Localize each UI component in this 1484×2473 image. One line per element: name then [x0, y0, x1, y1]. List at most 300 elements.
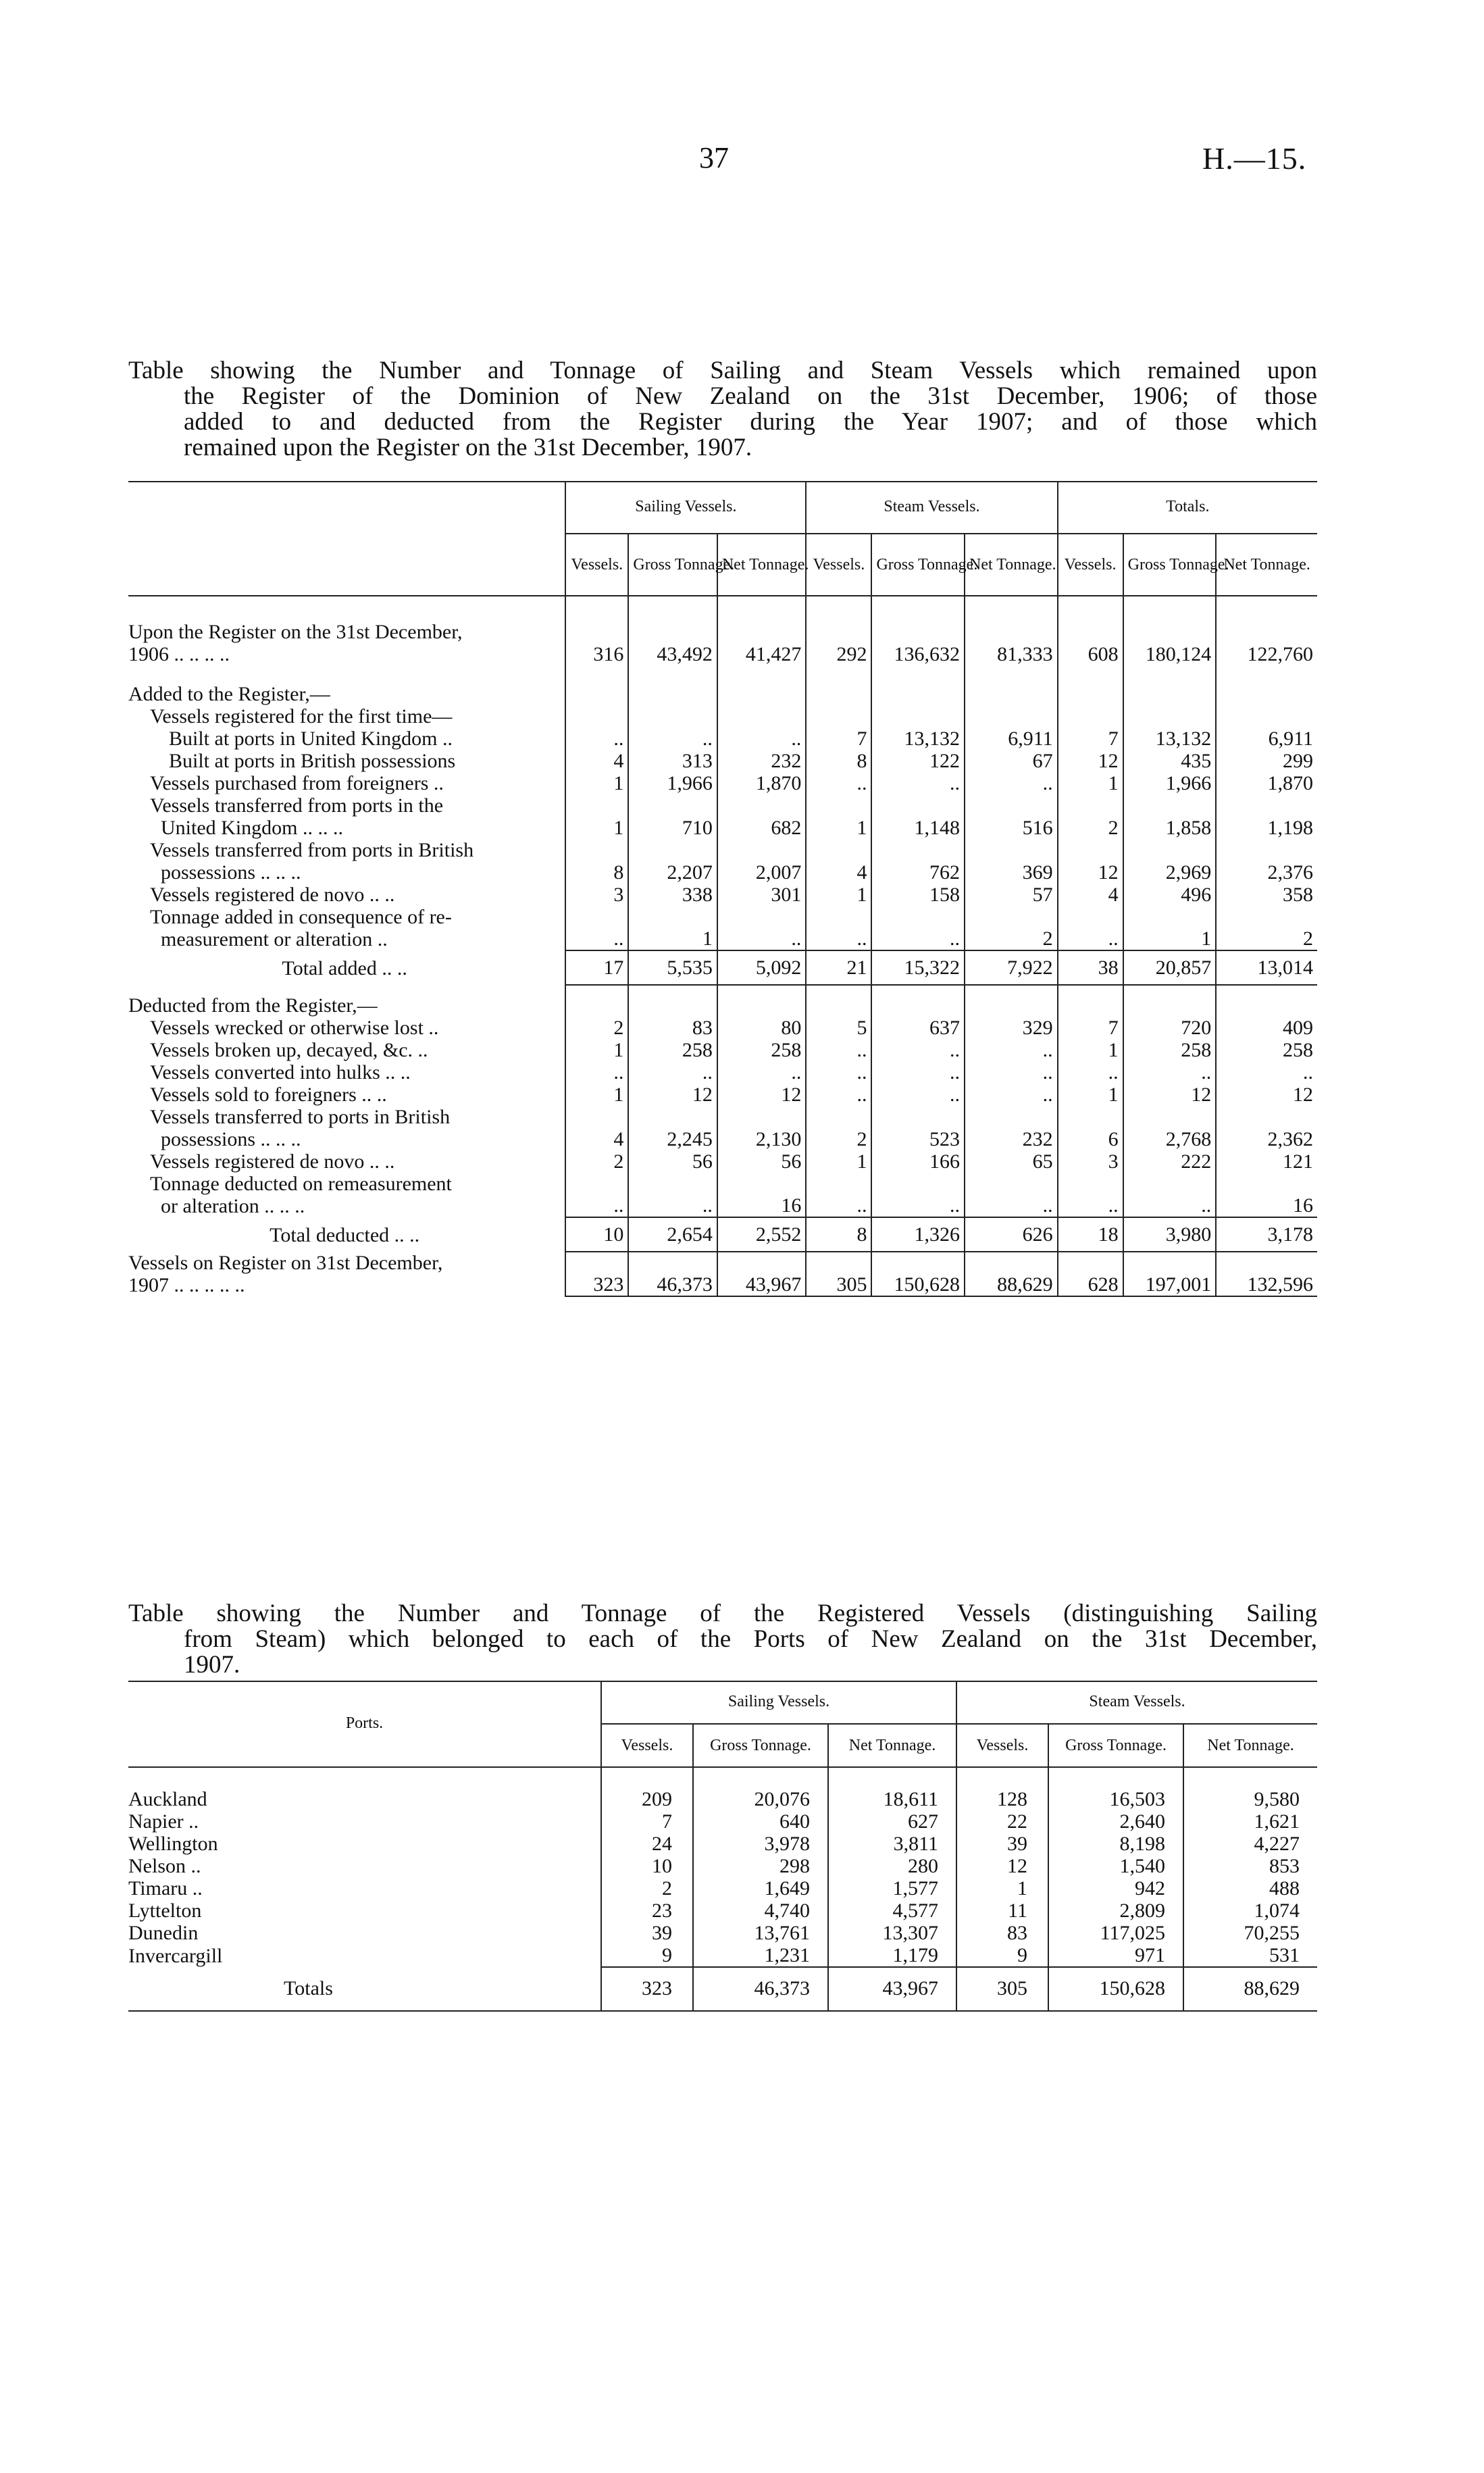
cell-value: 1,649 — [693, 1877, 828, 1900]
totals-value: 323 — [601, 1967, 693, 2011]
cell-value: 2,809 — [1048, 1900, 1183, 1922]
cell-value: .. — [1058, 1173, 1123, 1217]
cell-value: 7 — [1058, 1017, 1123, 1039]
totals-value: 305 — [956, 1967, 1048, 2011]
cell-value: 853 — [1183, 1855, 1317, 1877]
ports-header: Ports. — [128, 1681, 601, 1767]
row-label-line: United Kingdom .. .. .. — [161, 817, 343, 839]
cell-value — [717, 705, 807, 728]
cell-value: 3 — [1058, 1150, 1123, 1173]
cell-value: 56 — [628, 1150, 717, 1173]
cell-value — [1123, 665, 1217, 705]
cell-value: 8 — [806, 750, 871, 772]
port-label: Auckland — [128, 1788, 207, 1810]
cell-value: 13,761 — [693, 1922, 828, 1944]
cell-value: 4 — [806, 839, 871, 884]
cell-value — [871, 985, 965, 1017]
cell-value: 22 — [956, 1810, 1048, 1833]
cell-value: 17 — [565, 950, 628, 985]
group-header: Steam Vessels. — [806, 481, 1057, 534]
caption-line: the Register of the Dominion of New Zealand on the 31st December, 1906; of those — [184, 382, 1317, 410]
cell-value — [1123, 705, 1217, 728]
totals-value: 150,628 — [1048, 1967, 1183, 2011]
cell-value: 1,621 — [1183, 1810, 1317, 1833]
cell-value: 10 — [565, 1217, 628, 1252]
cell-value: 41,427 — [717, 596, 807, 665]
cell-value: 10 — [601, 1855, 693, 1877]
table-row — [128, 884, 1317, 906]
table-row — [128, 1810, 1317, 1833]
cell-value: .. — [871, 1061, 965, 1083]
port-name — [128, 1833, 601, 1855]
group-header: Steam Vessels. — [956, 1681, 1317, 1724]
cell-value: 488 — [1183, 1877, 1317, 1900]
cell-value: 13,014 — [1216, 950, 1317, 985]
cell-value: 8 — [806, 1217, 871, 1252]
row-label-line: Vessels converted into hulks .. .. — [150, 1061, 411, 1083]
cell-value: 1 — [1123, 906, 1217, 950]
cell-value: 38 — [1058, 950, 1123, 985]
cell-value: 3,980 — [1123, 1217, 1217, 1252]
port-name — [128, 1855, 601, 1877]
cell-value — [806, 665, 871, 705]
row-label-line: Tonnage added in consequence of re- — [150, 906, 452, 928]
row-label-line: Vessels transferred to ports in British — [150, 1106, 451, 1128]
cell-value — [717, 665, 807, 705]
row-label — [128, 906, 565, 950]
cell-value: 209 — [601, 1767, 693, 1810]
cell-value: 12 — [1058, 750, 1123, 772]
table-row — [128, 772, 1317, 794]
cell-value: 23 — [601, 1900, 693, 1922]
table-row — [128, 1061, 1317, 1083]
cell-value: 128 — [956, 1767, 1048, 1810]
cell-value: 299 — [1216, 750, 1317, 772]
row-label — [128, 794, 565, 839]
cell-value: .. — [717, 906, 807, 950]
cell-value: 9 — [956, 1944, 1048, 1967]
cell-value: .. — [871, 1039, 965, 1061]
cell-value: 12 — [717, 1083, 807, 1106]
section-row — [128, 665, 1317, 705]
cell-value: 2 — [1216, 906, 1317, 950]
cell-value: 4 — [565, 750, 628, 772]
cell-value: 232 — [717, 750, 807, 772]
cell-value: 640 — [693, 1810, 828, 1833]
cell-value: .. — [565, 906, 628, 950]
caption-line: remained upon the Register on the 31st December, 1907. — [184, 434, 752, 461]
cell-value — [1216, 705, 1317, 728]
row-label-line: 1906 .. .. .. .. — [128, 643, 230, 665]
row-label — [128, 950, 565, 985]
table-row — [128, 1855, 1317, 1877]
port-name — [128, 1922, 601, 1944]
cell-value: 11 — [956, 1900, 1048, 1922]
cell-value: 1,231 — [693, 1944, 828, 1967]
cell-value: 1 — [565, 1083, 628, 1106]
row-label — [128, 1039, 565, 1061]
cell-value: 43,492 — [628, 596, 717, 665]
cell-value — [965, 665, 1058, 705]
row-label — [128, 665, 565, 705]
cell-value: 942 — [1048, 1877, 1183, 1900]
cell-value — [871, 665, 965, 705]
cell-value — [806, 705, 871, 728]
row-label — [128, 750, 565, 772]
group-header: Sailing Vessels. — [601, 1681, 956, 1724]
cell-value: 13,132 — [871, 728, 965, 750]
cell-value: 13,307 — [828, 1922, 956, 1944]
section-row — [128, 985, 1317, 1017]
cell-value: .. — [565, 728, 628, 750]
row-label-line: Vessels registered de novo .. .. — [150, 1150, 395, 1173]
cell-value: 1,148 — [871, 794, 965, 839]
cell-value — [1123, 985, 1217, 1017]
group-header: Sailing Vessels. — [565, 481, 806, 534]
cell-value: 2 — [565, 1017, 628, 1039]
cell-value: .. — [965, 1173, 1058, 1217]
cell-value: 316 — [565, 596, 628, 665]
port-name — [128, 1810, 601, 1833]
cell-value: 1 — [628, 906, 717, 950]
row-label — [128, 772, 565, 794]
row-label-line: 1907 .. .. .. .. .. — [128, 1274, 245, 1296]
row-label — [128, 1150, 565, 1173]
totals-value: 43,967 — [828, 1967, 956, 2011]
cell-value: 523 — [871, 1106, 965, 1150]
table2 — [128, 1681, 1317, 2012]
row-label — [128, 1017, 565, 1039]
cell-value: 258 — [1123, 1039, 1217, 1061]
cell-value: 9 — [601, 1944, 693, 1967]
cell-value: 9,580 — [1183, 1767, 1317, 1810]
cell-value: 6,911 — [1216, 728, 1317, 750]
cell-value: 1,074 — [1183, 1900, 1317, 1922]
caption-line: added to and deducted from the Register during the Year 1907; and of those which — [184, 408, 1317, 436]
cell-value: 1 — [1058, 772, 1123, 794]
cell-value: 56 — [717, 1150, 807, 1173]
cell-value: .. — [806, 1173, 871, 1217]
row-label-line: Vessels transferred from ports in British — [150, 839, 474, 861]
row-label — [128, 985, 565, 1017]
cell-value: 298 — [693, 1855, 828, 1877]
table-row — [128, 1877, 1317, 1900]
cell-value: 369 — [965, 839, 1058, 884]
cell-value: 117,025 — [1048, 1922, 1183, 1944]
cell-value: 18,611 — [828, 1767, 956, 1810]
row-label-line: Total added .. .. — [282, 957, 407, 979]
cell-value: 67 — [965, 750, 1058, 772]
row-label-line: Vessels registered for the first time— — [150, 705, 453, 728]
header-blank — [128, 481, 565, 596]
cell-value: 2,130 — [717, 1106, 807, 1150]
cell-value: 313 — [628, 750, 717, 772]
port-label: Invercargill — [128, 1945, 223, 1967]
cell-value: .. — [1123, 1061, 1217, 1083]
caption-line: 1907. — [184, 1651, 240, 1679]
cell-value: 39 — [956, 1833, 1048, 1855]
cell-value: 12 — [1058, 839, 1123, 884]
table-row — [128, 750, 1317, 772]
cell-value: 7 — [601, 1810, 693, 1833]
header-group-row — [128, 481, 1317, 534]
row-label-line: Vessels sold to foreigners .. .. — [150, 1083, 387, 1106]
table-row — [128, 1173, 1317, 1217]
table-row — [128, 1039, 1317, 1061]
cell-value: 2 — [1058, 794, 1123, 839]
row-label — [128, 1083, 565, 1106]
cell-value: 4 — [1058, 884, 1123, 906]
table-row — [128, 794, 1317, 839]
cell-value: 720 — [1123, 1017, 1217, 1039]
cell-value: 57 — [965, 884, 1058, 906]
totals-value: 88,629 — [1183, 1967, 1317, 2011]
port-label: Napier .. — [128, 1810, 199, 1833]
cell-value: 2,207 — [628, 839, 717, 884]
cell-value: 2,969 — [1123, 839, 1217, 884]
cell-value: 121 — [1216, 1150, 1317, 1173]
cell-value: 150,628 — [871, 1252, 965, 1296]
column-header: Vessels. — [565, 534, 628, 596]
row-label-line: Vessels transferred from ports in the — [150, 794, 444, 817]
cell-value: 197,001 — [1123, 1252, 1217, 1296]
column-header: Gross Tonnage. — [693, 1724, 828, 1767]
cell-value — [565, 705, 628, 728]
cell-value: 15,322 — [871, 950, 965, 985]
cell-value: .. — [965, 1083, 1058, 1106]
table-row — [128, 728, 1317, 750]
table-row — [128, 596, 1317, 665]
cell-value: .. — [1123, 1173, 1217, 1217]
cell-value: 1,577 — [828, 1877, 956, 1900]
cell-value — [1058, 985, 1123, 1017]
row-label — [128, 705, 565, 728]
cell-value: .. — [871, 1083, 965, 1106]
port-name — [128, 1944, 601, 1967]
cell-value: 1,540 — [1048, 1855, 1183, 1877]
totals-value: 46,373 — [693, 1967, 828, 2011]
column-header: Net Tonnage. — [717, 534, 807, 596]
cell-value: 8 — [565, 839, 628, 884]
cell-value: 628 — [1058, 1252, 1123, 1296]
row-label — [128, 1106, 565, 1150]
cell-value: 608 — [1058, 596, 1123, 665]
cell-value: .. — [965, 1039, 1058, 1061]
cell-value: 4,740 — [693, 1900, 828, 1922]
table-row — [128, 1900, 1317, 1922]
cell-value — [717, 985, 807, 1017]
caption-line: Table showing the Number and Tonnage of the Registered Vessels (distinguishing Sailing — [128, 1600, 1317, 1627]
table-row — [128, 1083, 1317, 1106]
cell-value: 682 — [717, 794, 807, 839]
cell-value: 2 — [601, 1877, 693, 1900]
cell-value: .. — [806, 772, 871, 794]
cell-value: 222 — [1123, 1150, 1217, 1173]
column-header: Net Tonnage. — [965, 534, 1058, 596]
column-header: Net Tonnage. — [1216, 534, 1317, 596]
table-row — [128, 1106, 1317, 1150]
cell-value: 158 — [871, 884, 965, 906]
table2-caption — [128, 1601, 1317, 1678]
table-row — [128, 1017, 1317, 1039]
cell-value: 435 — [1123, 750, 1217, 772]
cell-value: 1 — [806, 794, 871, 839]
cell-value: 531 — [1183, 1944, 1317, 1967]
cell-value: 6,911 — [965, 728, 1058, 750]
cell-value: 39 — [601, 1922, 693, 1944]
cell-value: .. — [628, 1173, 717, 1217]
cell-value: 65 — [965, 1150, 1058, 1173]
cell-value: 21 — [806, 950, 871, 985]
cell-value — [1058, 665, 1123, 705]
cell-value: 1,870 — [1216, 772, 1317, 794]
cell-value: 280 — [828, 1855, 956, 1877]
cell-value: 1,870 — [717, 772, 807, 794]
row-label-line: Added to the Register,— — [128, 683, 330, 705]
cell-value: 2,362 — [1216, 1106, 1317, 1150]
cell-value: 3,811 — [828, 1833, 956, 1855]
row-label — [128, 1252, 565, 1296]
cell-value: 358 — [1216, 884, 1317, 906]
cell-value: 122 — [871, 750, 965, 772]
cell-value: 80 — [717, 1017, 807, 1039]
table1-caption — [128, 358, 1317, 461]
cell-value: 4,227 — [1183, 1833, 1317, 1855]
cell-value: .. — [1058, 906, 1123, 950]
row-label-line: Vessels wrecked or otherwise lost .. — [150, 1017, 439, 1039]
cell-value: 7 — [806, 728, 871, 750]
cell-value: 166 — [871, 1150, 965, 1173]
cell-value — [1216, 985, 1317, 1017]
cell-value: 5,535 — [628, 950, 717, 985]
row-label-line: possessions .. .. .. — [161, 1128, 301, 1150]
row-label — [128, 1217, 565, 1252]
cell-value: 43,967 — [717, 1252, 807, 1296]
caption-line: from Steam) which belonged to each of the Ports of New Zealand on the 31st December, — [184, 1625, 1317, 1653]
cell-value: 1 — [956, 1877, 1048, 1900]
cell-value: 258 — [1216, 1039, 1317, 1061]
cell-value: 2,245 — [628, 1106, 717, 1150]
cell-value: 132,596 — [1216, 1252, 1317, 1296]
cell-value: 7 — [1058, 728, 1123, 750]
cell-value — [965, 705, 1058, 728]
column-header: Vessels. — [1058, 534, 1123, 596]
cell-value: 329 — [965, 1017, 1058, 1039]
section-row — [128, 705, 1317, 728]
table-row — [128, 1944, 1317, 1967]
cell-value: 81,333 — [965, 596, 1058, 665]
row-label-line: Vessels broken up, decayed, &c. .. — [150, 1039, 428, 1061]
cell-value — [628, 985, 717, 1017]
cell-value: 8,198 — [1048, 1833, 1183, 1855]
cell-value: 1 — [565, 794, 628, 839]
cell-value: .. — [806, 1039, 871, 1061]
cell-value — [871, 705, 965, 728]
row-label-line: Deducted from the Register,— — [128, 994, 378, 1017]
group-header: Totals. — [1058, 481, 1317, 534]
row-label-line: Total deducted .. .. — [270, 1224, 420, 1246]
cell-value: .. — [628, 728, 717, 750]
table-row — [128, 1922, 1317, 1944]
cell-value: .. — [806, 1083, 871, 1106]
cell-value: 46,373 — [628, 1252, 717, 1296]
cell-value: 88,629 — [965, 1252, 1058, 1296]
cell-value: 12 — [956, 1855, 1048, 1877]
cell-value: 136,632 — [871, 596, 965, 665]
cell-value: 2,640 — [1048, 1810, 1183, 1833]
cell-value: 24 — [601, 1833, 693, 1855]
cell-value: 1,198 — [1216, 794, 1317, 839]
table1 — [128, 481, 1317, 1297]
cell-value: 305 — [806, 1252, 871, 1296]
cell-value: 3 — [565, 884, 628, 906]
cell-value: 637 — [871, 1017, 965, 1039]
cell-value: 232 — [965, 1106, 1058, 1150]
column-header: Gross Tonnage. — [1048, 1724, 1183, 1767]
port-name — [128, 1877, 601, 1900]
column-header: Net Tonnage. — [828, 1724, 956, 1767]
row-label — [128, 1061, 565, 1083]
cell-value: .. — [871, 1173, 965, 1217]
cell-value: .. — [1058, 1061, 1123, 1083]
cell-value: 1 — [806, 884, 871, 906]
cell-value: .. — [965, 772, 1058, 794]
port-name — [128, 1767, 601, 1810]
cell-value: 710 — [628, 794, 717, 839]
port-label: Timaru .. — [128, 1877, 203, 1900]
cell-value: 4 — [565, 1106, 628, 1150]
table-row — [128, 906, 1317, 950]
cell-value — [565, 985, 628, 1017]
table-row — [128, 1833, 1317, 1855]
cell-value: .. — [1216, 1061, 1317, 1083]
cell-value: .. — [628, 1061, 717, 1083]
port-label: Lyttelton — [128, 1900, 202, 1922]
port-label: Wellington — [128, 1833, 218, 1855]
row-label-line: Tonnage deducted on remeasurement — [150, 1173, 452, 1195]
table-row — [128, 1150, 1317, 1173]
cell-value: 4,577 — [828, 1900, 956, 1922]
column-header: Vessels. — [806, 534, 871, 596]
cell-value: 2,007 — [717, 839, 807, 884]
cell-value: 7,922 — [965, 950, 1058, 985]
cell-value: 2,654 — [628, 1217, 717, 1252]
cell-value: 626 — [965, 1217, 1058, 1252]
cell-value: 180,124 — [1123, 596, 1217, 665]
row-label-line: Built at ports in United Kingdom .. — [169, 728, 453, 750]
cell-value: 1 — [1058, 1039, 1123, 1061]
cell-value: 1,858 — [1123, 794, 1217, 839]
cell-value: 2,768 — [1123, 1106, 1217, 1150]
cell-value — [1058, 705, 1123, 728]
cell-value: 16,503 — [1048, 1767, 1183, 1810]
cell-value: 1,179 — [828, 1944, 956, 1967]
cell-value: 122,760 — [1216, 596, 1317, 665]
row-label-line: possessions .. .. .. — [161, 861, 301, 884]
cell-value: 2 — [565, 1150, 628, 1173]
cell-value: .. — [806, 1061, 871, 1083]
cell-value: 5 — [806, 1017, 871, 1039]
cell-value: .. — [717, 728, 807, 750]
cell-value: 971 — [1048, 1944, 1183, 1967]
totals-label: Totals — [128, 1967, 601, 2011]
total-row — [128, 1217, 1317, 1252]
cell-value: 18 — [1058, 1217, 1123, 1252]
cell-value: 301 — [717, 884, 807, 906]
cell-value: 13,132 — [1123, 728, 1217, 750]
cell-value: 3,178 — [1216, 1217, 1317, 1252]
cell-value: 409 — [1216, 1017, 1317, 1039]
